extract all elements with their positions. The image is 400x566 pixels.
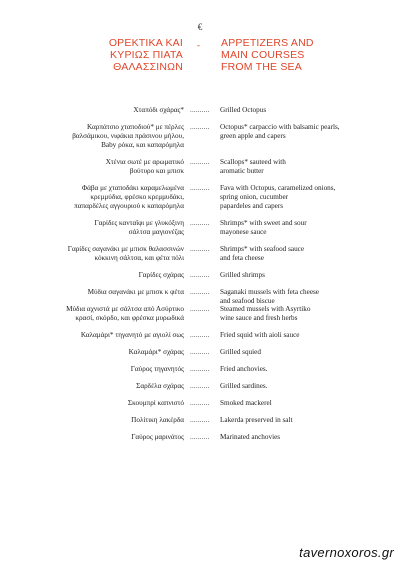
greek-text-line: Σκουμπρί καπνιστό xyxy=(127,399,184,407)
english-text-line: Lakerda preserved in salt xyxy=(220,416,293,424)
greek-text-line: Μύδια σαγανάκι με μπισκ κ φέτα xyxy=(87,288,184,296)
menu-item-greek xyxy=(28,106,184,115)
menu-item xyxy=(0,123,400,150)
english-text-line: spring onion, cucumber xyxy=(220,193,289,201)
menu-item xyxy=(0,106,400,115)
greek-section-title xyxy=(23,37,183,73)
greek-text-line: Πολίτικη λακέρδα xyxy=(131,416,184,424)
menu-section-header xyxy=(0,37,400,77)
menu-item-english xyxy=(220,365,385,374)
greek-text-line: Φάβα με χταποδάκι καραμελωμένα xyxy=(81,184,184,192)
greek-title-line: ΘΑΛΑΣΣΙΝΩΝ xyxy=(113,61,183,73)
menu-item xyxy=(0,416,400,425)
menu-item-english xyxy=(220,123,385,141)
leader-dots: .......... xyxy=(190,416,210,424)
menu-item xyxy=(0,399,400,408)
english-text-line: wine sauce and fresh herbs xyxy=(220,314,298,322)
english-text-line: Fava with Octopus, caramelized onions, xyxy=(220,184,336,192)
greek-text-line: Γαύρος μαρινάτος xyxy=(131,433,184,441)
greek-text-line: κρασί, σκόρδο, και φρέσκα μυρωδικά xyxy=(75,314,184,322)
leader-dots: .......... xyxy=(190,399,210,407)
english-text-line: Steamed mussels with Asyrtiko xyxy=(220,305,311,313)
menu-item xyxy=(0,331,400,340)
greek-text-line: Μύδια αχνιστά με σάλτσα από Ασύρτικο xyxy=(66,305,184,313)
greek-text-line: Σαρδέλα σχάρας xyxy=(136,382,184,390)
english-title-line: MAIN COURSES xyxy=(221,49,305,61)
menu-item-greek xyxy=(28,123,184,150)
english-text-line: Fried anchovies. xyxy=(220,365,268,373)
menu-item-greek xyxy=(28,158,184,176)
english-text-line: Smoked mackerel xyxy=(220,399,272,407)
leader-dots: .......... xyxy=(190,123,210,131)
greek-text-line: Γαρίδες σαγανάκι με μπισκ θαλασσινών xyxy=(67,245,184,253)
leader-dots: .......... xyxy=(190,288,210,296)
menu-item xyxy=(0,382,400,391)
leader-dots: .......... xyxy=(190,348,210,356)
english-text-line: Shrimps* with seafood sauce xyxy=(220,245,305,253)
greek-text-line: βαλσάμικου, νιφάκια πράσινου μήλου, xyxy=(72,132,184,140)
menu-item xyxy=(0,305,400,323)
english-text-line: mayonese sauce xyxy=(220,228,267,236)
english-text-line: and feta cheese xyxy=(220,254,264,262)
leader-dots: .......... xyxy=(190,382,210,390)
menu-item-english xyxy=(220,416,385,425)
menu-item-english xyxy=(220,271,385,280)
english-text-line: Scallops* sauteed with xyxy=(220,158,286,166)
greek-text-line: Καρπάτσιο χταποδιού* με πέρλες xyxy=(87,123,184,131)
site-watermark: tavernoxoros.gr xyxy=(299,545,394,560)
greek-text-line: βούτυρο και μπισκ xyxy=(129,167,184,175)
menu-item-list xyxy=(0,106,400,450)
english-text-line: Grilled shrimps xyxy=(220,271,265,279)
greek-text-line: παπαρδέλες αγγουριού κ καπαρόμηλα xyxy=(74,202,184,210)
menu-item-greek xyxy=(28,184,184,211)
english-section-title xyxy=(221,37,391,73)
menu-item-greek xyxy=(28,305,184,323)
leader-dots: .......... xyxy=(190,331,210,339)
leader-dots: .......... xyxy=(190,271,210,279)
menu-item xyxy=(0,348,400,357)
menu-item-english xyxy=(220,382,385,391)
menu-item-greek xyxy=(28,245,184,263)
leader-dots: .......... xyxy=(190,184,210,192)
greek-text-line: κόκκινη σάλτσα, και φέτα πόλι xyxy=(94,254,184,262)
english-text-line: green apple and capers xyxy=(220,132,286,140)
menu-item xyxy=(0,365,400,374)
greek-text-line: κρεμμύδια, φρέσκο κρεμμυδάκι, xyxy=(90,193,184,201)
menu-item-greek xyxy=(28,219,184,237)
leader-dots: .......... xyxy=(190,219,210,227)
greek-title-line: ΟΡΕΚΤΙΚΑ ΚΑΙ xyxy=(108,37,183,49)
menu-item-greek xyxy=(28,331,184,340)
menu-item-english xyxy=(220,184,385,211)
greek-text-line: Baby ρόκα, και καπαρόμηλα xyxy=(101,141,184,149)
greek-text-line: Γαρίδες σχάρας xyxy=(138,271,184,279)
english-text-line: Grilled sardines. xyxy=(220,382,268,390)
menu-item xyxy=(0,245,400,263)
english-text-line: Fried squid with aioli sauce xyxy=(220,331,300,339)
english-text-line: papardeles and capers xyxy=(220,202,284,210)
english-text-line: Grilled squied xyxy=(220,348,261,356)
menu-item-greek xyxy=(28,288,184,297)
menu-item xyxy=(0,271,400,280)
menu-item-english xyxy=(220,245,385,263)
menu-item-english xyxy=(220,305,385,323)
menu-item-english xyxy=(220,433,385,442)
menu-item-greek xyxy=(28,348,184,357)
english-text-line: Shrimps* with sweet and sour xyxy=(220,219,307,227)
greek-text-line: Χτένια σωτέ με αρωματικό xyxy=(105,158,184,166)
menu-item-english xyxy=(220,348,385,357)
menu-item-english xyxy=(220,106,385,115)
menu-item-greek xyxy=(28,416,184,425)
menu-item xyxy=(0,158,400,176)
title-separator: - xyxy=(197,40,200,50)
menu-item-english xyxy=(220,399,385,408)
menu-item xyxy=(0,433,400,442)
greek-title-line: ΚΥΡΙΩΣ ΠΙΑΤΑ xyxy=(110,49,183,61)
greek-text-line: Γαύρος τηγανητός xyxy=(130,365,184,373)
english-title-line: APPETIZERS AND xyxy=(221,37,314,49)
menu-item xyxy=(0,184,400,211)
leader-dots: .......... xyxy=(190,433,210,441)
menu-item xyxy=(0,219,400,237)
greek-text-line: Καλαμάρι* τηγανητό με αγιολί σως xyxy=(80,331,184,339)
menu-item-greek xyxy=(28,382,184,391)
menu-item-english xyxy=(220,288,385,306)
english-text-line: Grilled Octopus xyxy=(220,106,267,114)
menu-item-greek xyxy=(28,399,184,408)
menu-item-english xyxy=(220,158,385,176)
english-text-line: Octopus* carpaccio with balsamic pearls, xyxy=(220,123,340,131)
menu-item-english xyxy=(220,331,385,340)
currency-symbol: € xyxy=(197,22,203,32)
leader-dots: .......... xyxy=(190,305,210,313)
english-text-line: Marinated anchovies xyxy=(220,433,281,441)
english-title-line: FROM THE SEA xyxy=(221,61,302,73)
menu-item xyxy=(0,288,400,305)
greek-text-line: σάλτσα μαγιονέζας xyxy=(128,228,184,236)
leader-dots: .......... xyxy=(190,106,210,114)
menu-item-english xyxy=(220,219,385,237)
menu-item-greek xyxy=(28,433,184,442)
leader-dots: .......... xyxy=(190,245,210,253)
greek-text-line: Καλαμάρι* σχάρας xyxy=(128,348,184,356)
greek-text-line: Χταπόδι σχάρας* xyxy=(133,106,184,114)
english-text-line: aromatic butter xyxy=(220,167,264,175)
menu-item-greek xyxy=(28,271,184,280)
english-text-line: Saganaki mussels with feta cheese xyxy=(220,288,319,296)
leader-dots: .......... xyxy=(190,158,210,166)
english-text-line: and seafood biscue xyxy=(220,297,275,305)
menu-item-greek xyxy=(28,365,184,374)
leader-dots: .......... xyxy=(190,365,210,373)
greek-text-line: Γαρίδες κανταΐφι με γλυκόξινη xyxy=(94,219,184,227)
